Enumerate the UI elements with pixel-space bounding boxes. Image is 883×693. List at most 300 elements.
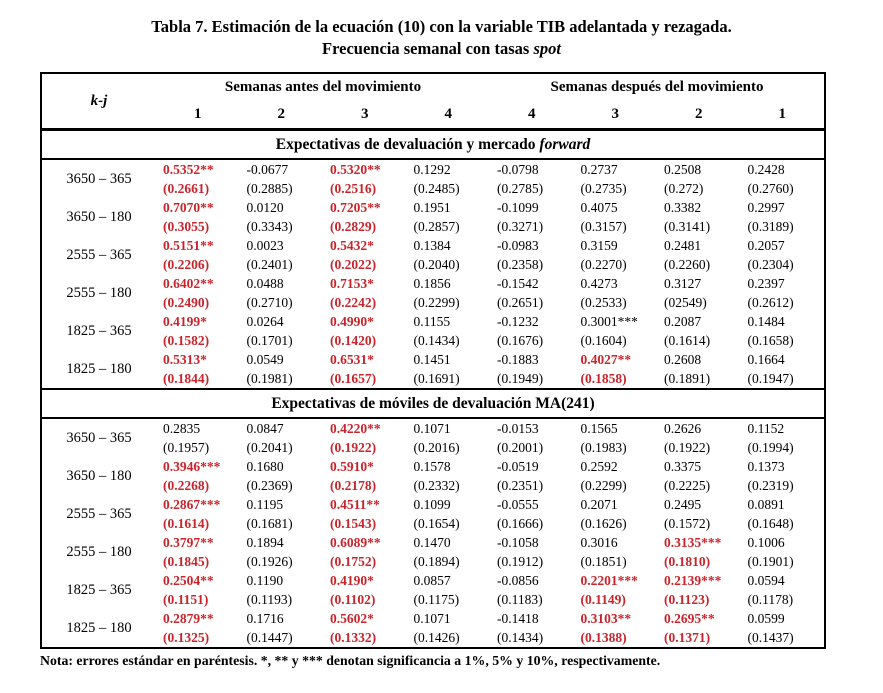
std-error: (0.2485) <box>413 181 460 196</box>
table-cell <box>240 609 324 647</box>
std-error: (0.2304) <box>747 257 794 272</box>
table-cell <box>741 312 825 350</box>
coef-value: 0.1152 <box>747 421 785 436</box>
std-error: (0.1701) <box>246 333 293 348</box>
coef-value: 0.1195 <box>246 497 284 512</box>
std-error: (0.1325) <box>163 630 210 645</box>
table-cell <box>741 609 825 647</box>
table-cell <box>240 419 324 457</box>
std-error: (0.2299) <box>580 478 627 493</box>
std-error: (0.1123) <box>664 592 710 607</box>
std-error: (0.1420) <box>330 333 377 348</box>
std-error: (0.272) <box>664 181 704 196</box>
col-header: 3 <box>361 106 369 122</box>
coef-value: 0.1951 <box>413 200 451 215</box>
std-error: (0.1912) <box>497 554 544 569</box>
coef-value: -0.1418 <box>497 611 539 626</box>
coef-value: 0.0549 <box>246 352 284 367</box>
coef-value: 0.1071 <box>413 421 451 436</box>
row-label: 2555 – 180 <box>66 543 132 560</box>
coef-value: 0.1071 <box>413 611 451 626</box>
std-error: (0.1426) <box>413 630 460 645</box>
std-error: (0.2661) <box>163 181 210 196</box>
coef-value: 0.5151** <box>163 238 214 253</box>
coef-value: -0.0856 <box>497 573 539 588</box>
table-cell <box>407 236 491 274</box>
table-cell <box>741 160 825 198</box>
std-error: (0.1922) <box>330 440 377 455</box>
coef-value: 0.6402** <box>163 276 214 291</box>
coef-value: 0.1565 <box>580 421 618 436</box>
table-cell <box>741 495 825 533</box>
table-cell <box>407 495 491 533</box>
std-error: (02549) <box>664 295 707 310</box>
coef-value: 0.0857 <box>413 573 451 588</box>
coef-value: 0.7153* <box>330 276 374 291</box>
table-cell <box>574 495 658 533</box>
row-label: 1825 – 365 <box>66 322 132 339</box>
table-cell <box>240 312 324 350</box>
table-cell <box>741 533 825 571</box>
std-error: (0.1437) <box>747 630 794 645</box>
table-cell <box>156 198 240 236</box>
table-cell <box>156 571 240 609</box>
std-error: (0.1614) <box>664 333 711 348</box>
std-error: (0.1149) <box>580 592 626 607</box>
std-error: (0.2735) <box>580 181 627 196</box>
table-cell <box>156 457 240 495</box>
coef-value: 0.1470 <box>413 535 451 550</box>
std-error: (0.1810) <box>664 554 711 569</box>
coef-value: 0.1856 <box>413 276 451 291</box>
section-rows <box>42 160 824 388</box>
coef-value: 0.5320** <box>330 162 381 177</box>
coef-value: 0.7070** <box>163 200 214 215</box>
caption-line2 <box>0 38 883 60</box>
std-error: (0.1844) <box>163 371 210 386</box>
coef-value: 0.5432* <box>330 238 374 253</box>
coef-value: 0.1384 <box>413 238 451 253</box>
coef-value: -0.1542 <box>497 276 539 291</box>
coef-value: -0.0153 <box>497 421 539 436</box>
std-error: (0.1752) <box>330 554 377 569</box>
coef-value: 0.2428 <box>747 162 785 177</box>
row-label: 3650 – 365 <box>66 429 132 446</box>
table-cell <box>407 533 491 571</box>
group-header-before: Semanas antes del movimiento <box>224 79 422 95</box>
table-caption <box>0 16 883 60</box>
std-error: (0.3141) <box>664 219 711 234</box>
row-label: 3650 – 180 <box>66 467 132 484</box>
col-header: 4 <box>444 106 452 122</box>
table-cell <box>574 160 658 198</box>
std-error: (0.1901) <box>747 554 794 569</box>
coef-value: 0.2879** <box>163 611 214 626</box>
col-header: 4 <box>528 106 536 122</box>
table-cell <box>240 236 324 274</box>
coef-value: 0.2508 <box>664 162 702 177</box>
coef-value: 0.1373 <box>747 459 785 474</box>
std-error: (0.2040) <box>413 257 460 272</box>
std-error: (0.2760) <box>747 181 794 196</box>
coef-value: 0.0488 <box>246 276 284 291</box>
table-cell <box>574 198 658 236</box>
std-error: (0.1949) <box>497 371 544 386</box>
caption-line1: Tabla 7. Estimación de la ecuación (10) con la variable TIB adelantada y rezagada. <box>151 17 732 36</box>
std-error: (0.1388) <box>580 630 627 645</box>
coef-value: 0.0599 <box>747 611 785 626</box>
table-cell <box>657 419 741 457</box>
std-error: (0.1654) <box>413 516 460 531</box>
std-error: (0.1691) <box>413 371 460 386</box>
std-error: (0.2225) <box>664 478 711 493</box>
table-cell <box>490 533 574 571</box>
section-title-italic: forward <box>539 136 591 153</box>
std-error: (0.1666) <box>497 516 544 531</box>
coef-value: -0.1058 <box>497 535 539 550</box>
caption-line2-italic: spot <box>533 39 561 58</box>
std-error: (0.2242) <box>330 295 377 310</box>
std-error: (0.1434) <box>497 630 544 645</box>
std-error: (0.1371) <box>664 630 711 645</box>
coef-value: 0.1578 <box>413 459 451 474</box>
table-header <box>42 74 824 131</box>
table-cell <box>490 457 574 495</box>
table-cell <box>156 419 240 457</box>
table-cell <box>407 350 491 388</box>
table-cell <box>323 236 407 274</box>
std-error: (0.2260) <box>664 257 711 272</box>
table-cell <box>657 571 741 609</box>
table-cell <box>574 350 658 388</box>
std-error: (0.1994) <box>747 440 794 455</box>
table-cell <box>741 236 825 274</box>
std-error: (0.2651) <box>497 295 544 310</box>
std-error: (0.2612) <box>747 295 794 310</box>
coef-value: 0.2997 <box>747 200 785 215</box>
table-cell <box>490 198 574 236</box>
coef-value: 0.0264 <box>246 314 284 329</box>
table-cell <box>240 495 324 533</box>
std-error: (0.2358) <box>497 257 544 272</box>
coef-value: 0.5352** <box>163 162 214 177</box>
table-cell <box>323 419 407 457</box>
section-title-plain: Expectativas de devaluación y mercado <box>275 136 540 153</box>
coef-value: 0.6531* <box>330 352 374 367</box>
table-cell <box>574 533 658 571</box>
std-error: (0.2829) <box>330 219 377 234</box>
table-cell <box>657 350 741 388</box>
std-error: (0.1332) <box>330 630 377 645</box>
table-cell <box>156 236 240 274</box>
coef-value: 0.3159 <box>580 238 618 253</box>
table-cell <box>574 419 658 457</box>
coef-value: 0.3946*** <box>163 459 221 474</box>
table-cell <box>323 495 407 533</box>
std-error: (0.2270) <box>580 257 627 272</box>
std-error: (0.1178) <box>747 592 794 607</box>
coef-value: 0.2626 <box>664 421 702 436</box>
coef-value: 0.5313* <box>163 352 207 367</box>
table-cell <box>240 198 324 236</box>
col-header: 2 <box>277 106 285 122</box>
table-cell <box>156 495 240 533</box>
table-cell <box>741 274 825 312</box>
coef-value: 0.2695** <box>664 611 715 626</box>
coef-value: 0.1664 <box>747 352 785 367</box>
section-title-plain: Expectativas de móviles de devaluación MA(241) <box>271 395 595 412</box>
std-error: (0.1175) <box>413 592 460 607</box>
coef-value: -0.1099 <box>497 200 539 215</box>
table-cell <box>240 571 324 609</box>
col-header: 2 <box>695 106 703 122</box>
coef-value: 0.2057 <box>747 238 785 253</box>
coef-value: 0.0120 <box>246 200 284 215</box>
coef-value: 0.1451 <box>413 352 451 367</box>
table-cell <box>323 198 407 236</box>
coef-value: 0.1894 <box>246 535 284 550</box>
std-error: (0.2319) <box>747 478 794 493</box>
table-cell <box>323 533 407 571</box>
std-error: (0.2299) <box>413 295 460 310</box>
std-error: (0.1947) <box>747 371 794 386</box>
std-error: (0.1151) <box>163 592 209 607</box>
table-cell <box>657 160 741 198</box>
table-cell <box>657 236 741 274</box>
std-error: (0.1983) <box>580 440 627 455</box>
section-title <box>42 388 824 419</box>
coef-value: 0.4273 <box>580 276 618 291</box>
table-cell <box>407 419 491 457</box>
table-cell <box>156 312 240 350</box>
std-error: (0.1447) <box>246 630 293 645</box>
std-error: (0.2351) <box>497 478 544 493</box>
coef-value: 0.1190 <box>246 573 284 588</box>
std-error: (0.1648) <box>747 516 794 531</box>
coef-value: 0.0847 <box>246 421 284 436</box>
std-error: (0.2533) <box>580 295 627 310</box>
coef-value: 0.4075 <box>580 200 618 215</box>
coef-value: 0.3016 <box>580 535 618 550</box>
table-cell <box>490 495 574 533</box>
std-error: (0.1102) <box>330 592 376 607</box>
coef-value: -0.1883 <box>497 352 539 367</box>
table-cell <box>156 350 240 388</box>
std-error: (0.1658) <box>747 333 794 348</box>
table-cell <box>240 533 324 571</box>
results-table <box>40 72 826 649</box>
coef-value: 0.4511** <box>330 497 380 512</box>
std-error: (0.2516) <box>330 181 377 196</box>
std-error: (0.2490) <box>163 295 210 310</box>
coef-value: 0.4990* <box>330 314 374 329</box>
table-cell <box>574 571 658 609</box>
row-label: 2555 – 365 <box>66 505 132 522</box>
table-cell <box>240 350 324 388</box>
coef-value: 0.2737 <box>580 162 618 177</box>
std-error: (0.1926) <box>246 554 293 569</box>
coef-value: 0.3127 <box>664 276 702 291</box>
row-label: 1825 – 180 <box>66 619 132 636</box>
std-error: (0.2178) <box>330 478 377 493</box>
row-label: 1825 – 180 <box>66 360 132 377</box>
std-error: (0.2401) <box>246 257 293 272</box>
coef-value: 0.3797** <box>163 535 214 550</box>
coef-value: 0.4190* <box>330 573 374 588</box>
table-cell <box>156 160 240 198</box>
coef-value: 0.3001*** <box>580 314 638 329</box>
std-error: (0.2332) <box>413 478 460 493</box>
table-cell <box>741 419 825 457</box>
coef-value: 0.1484 <box>747 314 785 329</box>
coef-value: 0.1006 <box>747 535 785 550</box>
std-error: (0.2857) <box>413 219 460 234</box>
std-error: (0.1434) <box>413 333 460 348</box>
group-header-after: Semanas después del movimiento <box>550 79 764 95</box>
coef-value: 0.0023 <box>246 238 284 253</box>
coef-value: -0.0798 <box>497 162 539 177</box>
coef-value: 0.2867*** <box>163 497 221 512</box>
table-cell <box>156 533 240 571</box>
table-cell <box>407 160 491 198</box>
std-error: (0.3189) <box>747 219 794 234</box>
coef-value: 0.5602* <box>330 611 374 626</box>
table-cell <box>657 495 741 533</box>
col-header: 3 <box>611 106 619 122</box>
coef-value: 0.4199* <box>163 314 207 329</box>
table-cell <box>741 350 825 388</box>
coef-value: 0.1716 <box>246 611 284 626</box>
table-cell <box>323 312 407 350</box>
std-error: (0.1183) <box>497 592 543 607</box>
coef-value: 0.3375 <box>664 459 702 474</box>
coef-value: 0.2835 <box>163 421 201 436</box>
table-cell <box>407 457 491 495</box>
std-error: (0.1851) <box>580 554 627 569</box>
table-cell <box>574 312 658 350</box>
table-cell <box>323 160 407 198</box>
section-rows <box>42 419 824 647</box>
std-error: (0.2016) <box>413 440 460 455</box>
std-error: (0.3343) <box>246 219 293 234</box>
table-cell <box>407 198 491 236</box>
table-cell <box>407 274 491 312</box>
table-cell <box>323 274 407 312</box>
table-cell <box>323 571 407 609</box>
std-error: (0.2885) <box>246 181 293 196</box>
coef-value: 0.2139*** <box>664 573 722 588</box>
coef-value: 0.3382 <box>664 200 702 215</box>
section-title <box>42 131 824 160</box>
coef-value: 0.1099 <box>413 497 451 512</box>
std-error: (0.1957) <box>163 440 210 455</box>
table-cell <box>490 312 574 350</box>
std-error: (0.1193) <box>246 592 293 607</box>
coef-value: 0.6089** <box>330 535 381 550</box>
table-cell <box>657 312 741 350</box>
table-cell <box>741 198 825 236</box>
coef-value: 0.3103** <box>580 611 632 626</box>
coef-value: 0.2481 <box>664 238 702 253</box>
coef-value: 0.4027** <box>580 352 632 367</box>
col-header: 1 <box>778 106 786 122</box>
table-cell <box>323 457 407 495</box>
std-error: (0.3055) <box>163 219 210 234</box>
table-cell <box>490 609 574 647</box>
std-error: (0.2268) <box>163 478 210 493</box>
std-error: (0.1922) <box>664 440 711 455</box>
std-error: (0.1891) <box>664 371 711 386</box>
table-cell <box>574 274 658 312</box>
coef-value: 0.2592 <box>580 459 618 474</box>
std-error: (0.1543) <box>330 516 377 531</box>
std-error: (0.1681) <box>246 516 293 531</box>
table-cell <box>490 274 574 312</box>
std-error: (0.1614) <box>163 516 210 531</box>
std-error: (0.1845) <box>163 554 210 569</box>
table-cell <box>741 571 825 609</box>
std-error: (0.1981) <box>246 371 293 386</box>
table-cell <box>156 609 240 647</box>
table-cell <box>490 236 574 274</box>
table-body <box>42 131 824 647</box>
table-cell <box>407 571 491 609</box>
table-cell <box>657 457 741 495</box>
std-error: (0.2369) <box>246 478 293 493</box>
coef-value: 0.2397 <box>747 276 785 291</box>
std-error: (0.1858) <box>580 371 627 386</box>
table-cell <box>657 198 741 236</box>
table-cell <box>490 571 574 609</box>
col-header: 1 <box>194 106 202 122</box>
coef-value: 0.1680 <box>246 459 284 474</box>
std-error: (0.1626) <box>580 516 627 531</box>
coef-value: 0.2608 <box>664 352 702 367</box>
kj-header: k-j <box>90 92 108 109</box>
coef-value: -0.0983 <box>497 238 539 253</box>
std-error: (0.3157) <box>580 219 627 234</box>
coef-value: 0.2201*** <box>580 573 638 588</box>
table-cell <box>407 609 491 647</box>
std-error: (0.3271) <box>497 219 544 234</box>
coef-value: -0.0555 <box>497 497 539 512</box>
table-cell <box>407 312 491 350</box>
std-error: (0.2206) <box>163 257 210 272</box>
row-label: 1825 – 365 <box>66 581 132 598</box>
row-label: 2555 – 365 <box>66 246 132 263</box>
row-label: 3650 – 180 <box>66 208 132 225</box>
table-cell <box>574 609 658 647</box>
table-note: Nota: errores estándar en paréntesis. *, ** y *** denotan significancia a 1%, 5% y 10%, respectivamente. <box>40 653 661 668</box>
table-cell <box>240 274 324 312</box>
std-error: (0.1894) <box>413 554 460 569</box>
table-cell <box>490 350 574 388</box>
table-cell <box>657 533 741 571</box>
std-error: (0.1582) <box>163 333 210 348</box>
coef-value: 0.0891 <box>747 497 785 512</box>
table-cell <box>240 160 324 198</box>
row-label: 2555 – 180 <box>66 284 132 301</box>
table-cell <box>323 350 407 388</box>
row-label: 3650 – 365 <box>66 170 132 187</box>
caption-line2-plain: Frecuencia semanal con tasas <box>322 39 534 58</box>
table-cell <box>657 274 741 312</box>
coef-value: 0.3135*** <box>664 535 722 550</box>
coef-value: -0.0677 <box>246 162 289 177</box>
coef-value: 0.1292 <box>413 162 451 177</box>
coef-value: 0.2495 <box>664 497 702 512</box>
coef-value: -0.0519 <box>497 459 539 474</box>
